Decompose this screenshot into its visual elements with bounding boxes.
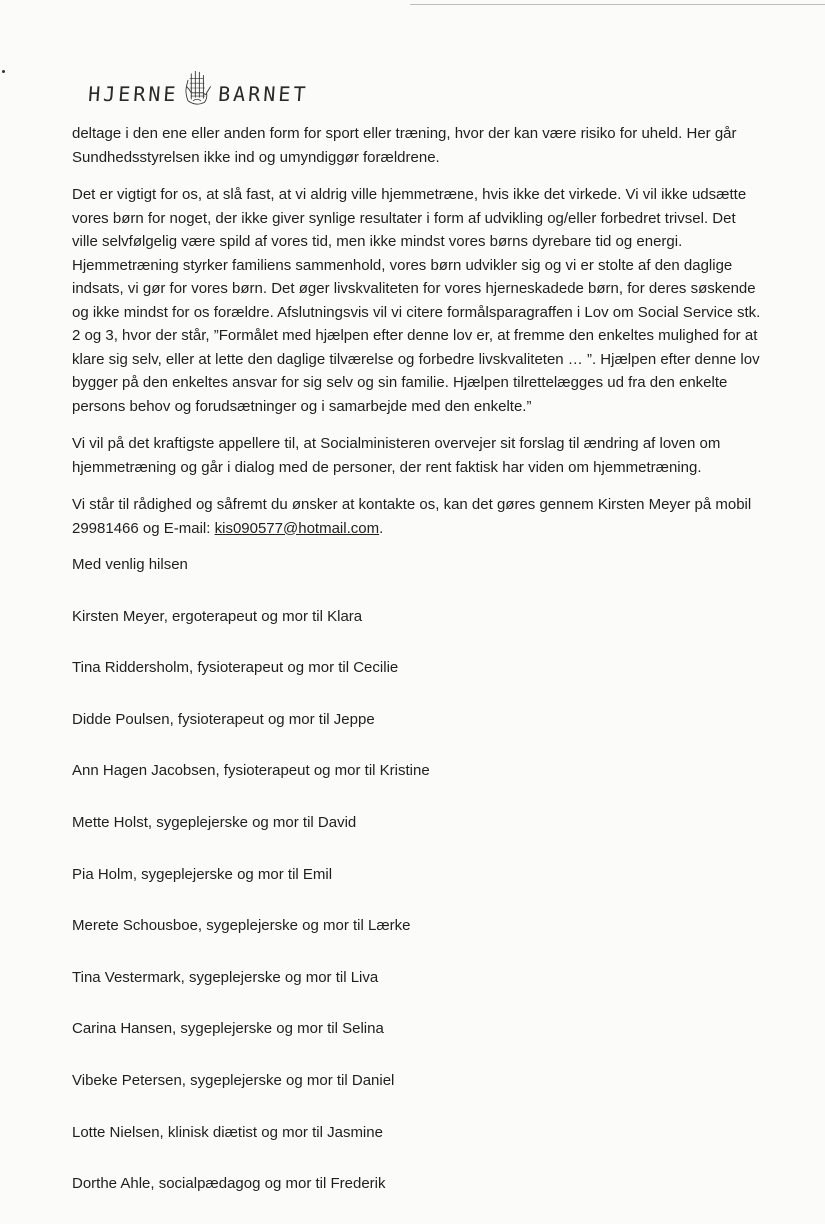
contact-text: Vi står til rådighed og såfremt du ønsker at kontakte os, kan det gøres gennem Kirsten Meyer på mobil 29981466 og E-mail: [72,496,752,537]
signatory: Didde Poulsen, fysioterapeut og mor til Jeppe [72,710,375,728]
signatory: Vibeke Petersen, sygeplejerske og mor til Daniel [72,1071,395,1089]
paragraph-2: Det er vigtigt for os, at slå fast, at vi aldrig ville hjemmetræne, hvis ikke det virkede. Vi vil ikke udsætte vores børn for noget, der ikke giver synlige resultater i form af udvikling og/eller forbedret trivsel. Det ville selvfølgelig være spild af vores tid, men ikke mindst vores børns dyrebare tid og energi. Hjemmetræning styrker familiens sammenhold, vores børn udvikler sig og vi er stolte af den daglige indsats, vi gør for vores børn. Det øger livskvaliteten for vores hjerneskadede børn, for deres søskende og ikke mindst for os forældre. Afslutningsvis vil vi citere formålsparagraffen i Lov om Social Service stk. 2 og 3, hvor der står, ”Formålet med hjælpen efter denne lov er, at fremme den enkeltes mulighed for at klare sig selv, eller at lette den daglige tilværelse og forbedre livskvaliteten … ”. Hjælpen efter denne lov bygger på den enkeltes ansvar for sig selv og sin familie. Hjælpen tilrettelægges ud fra den enkelte persons behov og forudsætninger og i samarbejde med den enkelte.” [72,186,761,415]
signatory: Kirsten Meyer, ergoterapeut og mor til Klara [72,607,363,625]
signatory: Ann Hagen Jacobsen, fysioterapeut og mor til Kristine [72,762,430,780]
paragraph-1: deltage i den ene eller anden form for sport eller træning, hvor der kan være risiko for uheld. Her går Sundhedsstyrelsen ikke ind og umyndiggør forældrene. [72,125,737,166]
email-link[interactable]: kis090577@hotmail.com [214,519,380,537]
letter-body [72,122,762,1224]
logo [88,62,308,112]
signatory: Carina Hansen, sygeplejerske og mor til Selina [72,1020,384,1038]
hand-icon [180,64,216,112]
signatory: Lotte Nielsen, klinisk diætist og mor til Jasmine [72,1123,383,1141]
signatory: Mette Holst, sygeplejerske og mor til David [72,813,357,831]
contact-end: . [379,519,384,537]
scan-mark [2,70,5,73]
signatory: Pia Holm, sygeplejerske og mor til Emil [72,865,333,883]
logo-left-word: HJERNE [87,82,180,106]
logo-right-word: BARNET [217,82,310,106]
scan-edge-line [410,4,825,5]
signatory: Tina Riddersholm, fysioterapeut og mor til Cecilie [72,659,399,677]
paragraph-3: Vi vil på det kraftigste appellere til, at Socialministeren overvejer sit forslag til ændring af loven om hjemmetræning og går i dialog med de personer, der rent faktisk har viden om hjemmetræning. [72,435,721,476]
contact-paragraph [72,493,762,540]
signatory: Tina Vestermark, sygeplejerske og mor til Liva [72,968,379,986]
signatory: Merete Schousboe, sygeplejerske og mor til Lærke [72,917,411,935]
signatory: Dorthe Ahle, socialpædagog og mor til Frederik [72,1175,386,1193]
closing-greeting: Med venlig hilsen [72,556,188,573]
